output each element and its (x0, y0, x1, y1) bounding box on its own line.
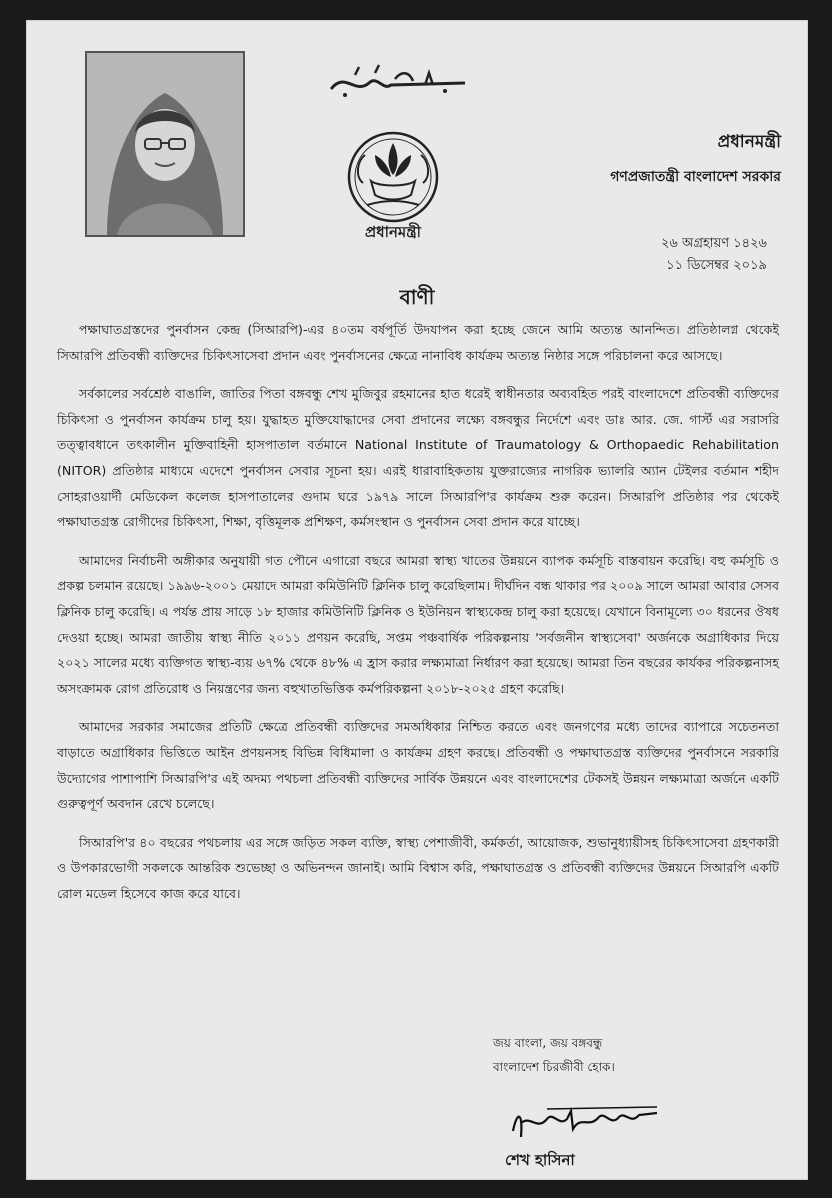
date-block (661, 233, 767, 277)
portrait-photo (85, 51, 245, 237)
paragraph: আমাদের নির্বাচনী অঙ্গীকার অনুযায়ী গত পৌনে এগারো বছরে আমরা স্বাস্থ্য খাতের উন্নয়নে ব্যাপক কর্মসূচি বাস্তবায়ন করেছি। বহু কর্মসূচি ও প্রকল্প চলমান রয়েছে। ১৯৯৬-২০০১ মেয়াদে আমরা কমিউনিটি ক্লিনিক চালু করেছিলাম। দীর্ঘদিন বন্ধ থাকার পর ২০০৯ সালে আমরা আবার সেসব ক্লিনিক চালু করেছি। এ পর্যন্ত প্রায় সাড়ে ১৮ হাজার কমিউনিটি ক্লিনিক ও ইউনিয়ন স্বাস্থ্যকেন্দ্র চালু করা হয়েছে। যেখানে বিনামূল্যে ৩০ ধরনের ঔষধ দেওয়া হচ্ছে। আমরা জাতীয় স্বাস্থ্য নীতি ২০১১ প্রণয়ন করেছি, সপ্তম পঞ্চবার্ষিক পরিকল্পনায় 'সর্বজনীন স্বাস্থ্যসেবা' অর্জনকে অগ্রাধিকার দিয়ে ২০২১ সালের মধ্যে ব্যক্তিগত স্বাস্থ্য-ব্যয় ৬৭% থেকে ৪৮% এ হ্রাস করার লক্ষ্যমাত্রা নির্ধারণ করা হয়েছে। আমরা তিন বছরের কার্যকর পরিকল্পনাসহ অসংক্রামক রোগ প্রতিরোধ ও নিয়ন্ত্রণের জন্য বহুখাতভিত্তিক কর্মপরিকল্পনা ২০১৮-২০২৫ গ্রহণ করেছি। (57, 552, 779, 696)
paragraph: সিআরপি'র ৪০ বছরের পথচলায় এর সঙ্গে জড়িত সকল ব্যক্তি, স্বাস্থ্য পেশাজীবী, কর্মকর্তা, আয়োজক, শুভানুধ্যায়ীসহ চিকিৎসাসেবা গ্রহণকারী ও উপকারভোগী সকলকে আন্তরিক শুভেচ্ছা ও অভিনন্দন জানাই। আমি বিশ্বাস করি, পক্ষাঘাতগ্রস্ত ও প্রতিবন্ধী ব্যক্তিদের উন্নয়নে সিআরপি একটি রোল মডেল হিসেবে কাজ করে যাবে। (57, 834, 779, 901)
office-subtitle: গণপ্রজাতন্ত্রী বাংলাদেশ সরকার (610, 169, 781, 185)
date-bengali-calendar: ২৬ অগ্রহায়ণ ১৪২৬ (660, 236, 767, 251)
bismillah-calligraphy-icon (325, 61, 475, 101)
signer-name: শেখ হাসিনা (505, 1151, 575, 1169)
paragraph: আমাদের সরকার সমাজের প্রতিটি ক্ষেত্রে প্রতিবন্ধী ব্যক্তিদের সমঅধিকার নিশ্চিত করতে এবং জনগণের মধ্যে তাদের ব্যাপারে সচেতনতা বাড়াতে অগ্রাধিকার ভিত্তিতে আইন প্রণয়নসহ বিভিন্ন বিধিমালা ও কার্যক্রম গ্রহণ করছে। প্রতিবন্ধী ও পক্ষাঘাতগ্রস্ত ব্যক্তিদের পুনর্বাসনে সরকারি উদ্যোগের পাশাপাশি সিআরপি'র এই অদম্য পথচলা প্রতিবন্ধী ব্যক্তিদের সার্বিক উন্নয়নে এবং বাংলাদেশের টেকসই উন্নয়ন লক্ষ্যমাত্রা অর্জনে একটি গুরুত্বপূর্ণ অবদান রেখে চলেছে। (57, 719, 779, 812)
date-gregorian: ১১ ডিসেম্বর ২০১৯ (666, 258, 767, 273)
office-title: প্রধানমন্ত্রী (717, 132, 781, 152)
emblem-text: প্রধানমন্ত্রী (365, 223, 421, 241)
closing-block (493, 1031, 615, 1079)
message-body (57, 317, 779, 919)
signature-image (507, 1101, 667, 1147)
office-block (610, 129, 781, 189)
message-heading: বাণী (399, 285, 435, 309)
emblem-icon (331, 121, 455, 245)
portrait-image (87, 53, 243, 235)
paragraph: পক্ষাঘাতগ্রস্তদের পুনর্বাসন কেন্দ্র (সিআরপি)-এর ৪০তম বর্ষপূর্তি উদযাপন করা হচ্ছে জেনে আমি অত্যন্ত আনন্দিত। প্রতিষ্ঠালগ্ন থেকেই সিআরপি প্রতিবন্ধী ব্যক্তিদের চিকিৎসাসেবা প্রদান এবং পুনর্বাসনের ক্ষেত্রে নানাবিধ কার্যক্রম অত্যন্ত নিষ্ঠার সঙ্গে পরিচালনা করে আসছে। (57, 322, 779, 363)
paragraph: সর্বকালের সর্বশ্রেষ্ঠ বাঙালি, জাতির পিতা বঙ্গবন্ধু শেখ মুজিবুর রহমানের হাত ধরেই স্বাধীনতার অব্যবহিত পরই বাংলাদেশে প্রতিবন্ধী ব্যক্তিদের চিকিৎসা ও পুনর্বাসন কার্যক্রম চালু হয়। যুদ্ধাহত মুক্তিযোদ্ধাদের সেবা প্রদানের লক্ষ্যে বঙ্গবন্ধুর নির্দেশে এবং ডাঃ আর. জে. গার্স্ট এর সরাসরি তত্ত্বাবধানে তৎকালীন মুক্তিবাহিনী হাসপাতাল বর্তমানে National Institute of Traumatology & Orthopaedic Rehabilitation (NITOR) প্রতিষ্ঠার মাধ্যমে এদেশে পুনর্বাসন সেবার সূচনা হয়। এরই ধারাবাহিকতায় যুক্তরাজ্যের নাগরিক ভ্যালরি অ্যান টেইলর বর্তমান শহীদ সোহরাওয়ার্দী মেডিকেল কলেজ হাসপাতালের গুদাম ঘরে ১৯৭৯ সালে সিআরপি'র কার্যক্রম শুরু করেন। সিআরপি প্রতিষ্ঠার পর থেকেই পক্ষাঘাতগ্রস্ত রোগীদের চিকিৎসা, শিক্ষা, বৃত্তিমূলক প্রশিক্ষণ, কর্মসংস্থান ও পুনর্বাসন সেবা প্রদান করে যাচ্ছে। (57, 386, 779, 530)
closing-line-2: বাংলাদেশ চিরজীবী হোক। (493, 1060, 615, 1074)
message-document (26, 20, 808, 1180)
government-emblem (331, 121, 455, 245)
closing-line-1: জয় বাংলা, জয় বঙ্গবন্ধু (493, 1036, 603, 1050)
